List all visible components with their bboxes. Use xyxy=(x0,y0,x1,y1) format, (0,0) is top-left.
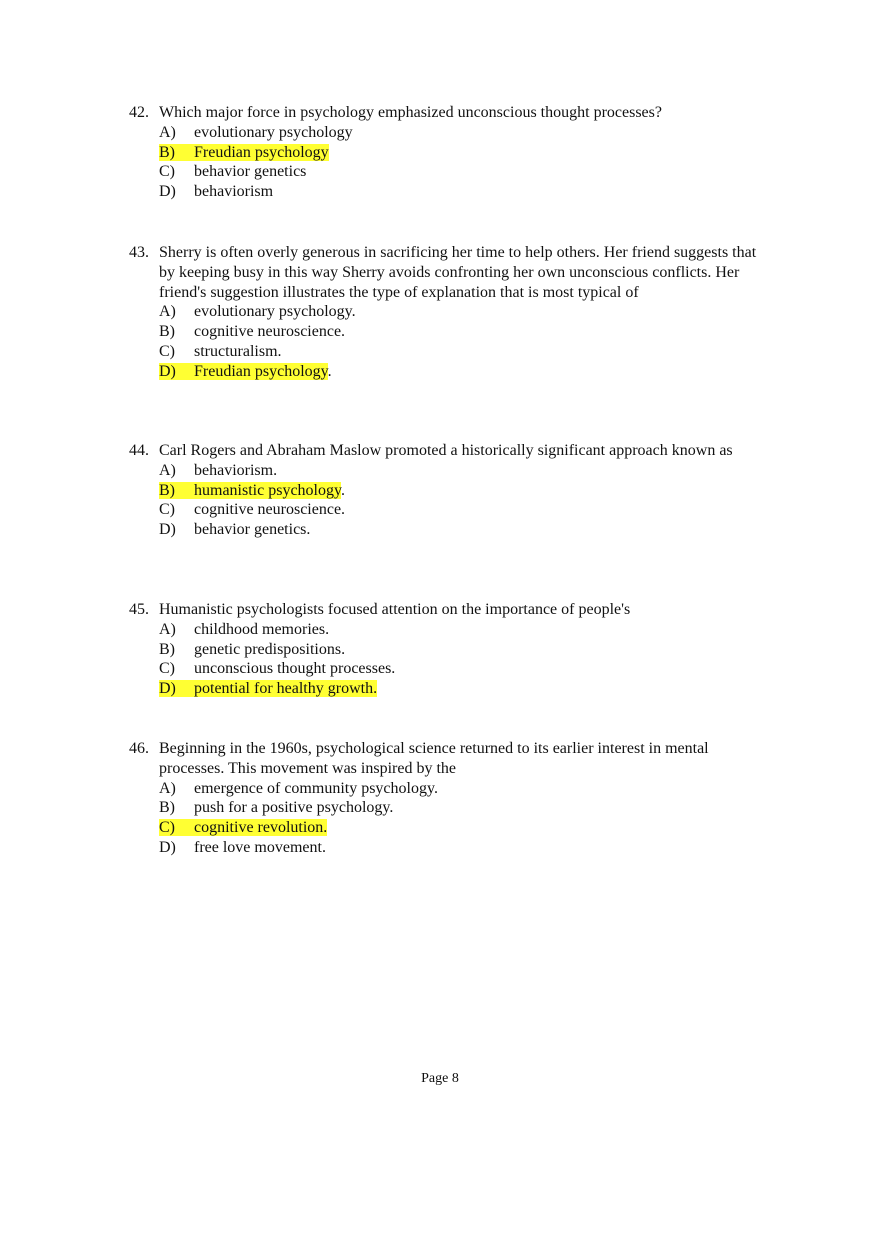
option-a: A) evolutionary psychology xyxy=(159,123,353,141)
question-44 xyxy=(129,441,769,540)
option-b: B) genetic predispositions. xyxy=(159,640,346,658)
option-b: B) push for a positive psychology. xyxy=(159,799,394,817)
option-d: D) behavior genetics. xyxy=(159,521,311,539)
question-number: 45. xyxy=(129,601,149,618)
option-b-answer: B) Freudian psychology xyxy=(159,143,329,161)
question-text: Humanistic psychologists focused attention on the importance of people's xyxy=(159,601,631,618)
option-d-answer: D) potential for healthy growth. xyxy=(159,680,378,698)
option-c: C) structuralism. xyxy=(159,342,282,360)
option-c: C) cognitive neuroscience. xyxy=(159,501,346,519)
question-43 xyxy=(129,243,769,382)
option-d-answer: D) Freudian psychology. xyxy=(159,362,332,380)
option-b-answer: B) humanistic psychology. xyxy=(159,481,345,499)
page-number: Page 8 xyxy=(421,1071,459,1086)
option-d: D) behaviorism xyxy=(159,183,274,201)
question-number: 44. xyxy=(129,442,149,459)
question-text: Sherry is often overly generous in sacrificing her time to help others. Her friend suggests that by keeping busy in this way Sherry avoids confronting her own unconscious conflicts. Her friend's suggestion illustrates the type of explanation that is most typical of xyxy=(159,244,757,301)
option-a: A) childhood memories. xyxy=(159,620,330,638)
question-text: Carl Rogers and Abraham Maslow promoted a historically significant approach known as xyxy=(159,442,733,459)
option-a: A) emergence of community psychology. xyxy=(159,779,438,797)
question-text: Beginning in the 1960s, psychological science returned to its earlier interest in mental processes. This movement was inspired by the xyxy=(159,740,709,777)
option-b: B) cognitive neuroscience. xyxy=(159,323,346,341)
option-a: A) evolutionary psychology. xyxy=(159,303,356,321)
question-46 xyxy=(129,739,769,858)
question-number: 46. xyxy=(129,740,149,757)
option-c: C) unconscious thought processes. xyxy=(159,660,396,678)
question-text: Which major force in psychology emphasized unconscious thought processes? xyxy=(159,104,662,121)
option-c-answer: C) cognitive revolution. xyxy=(159,819,328,837)
question-45 xyxy=(129,600,769,699)
question-number: 43. xyxy=(129,244,149,261)
option-c: C) behavior genetics xyxy=(159,163,307,181)
option-a: A) behaviorism. xyxy=(159,461,278,479)
question-number: 42. xyxy=(129,104,149,121)
question-42 xyxy=(129,103,769,202)
option-d: D) free love movement. xyxy=(159,838,326,856)
